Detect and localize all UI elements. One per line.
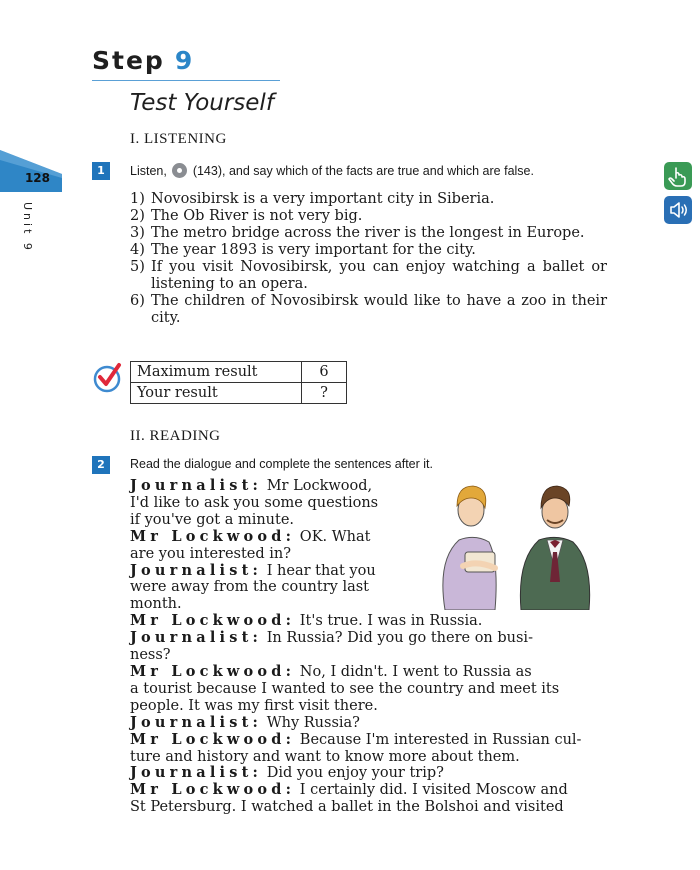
section-listening-heading: I. LISTENING bbox=[130, 131, 227, 147]
page-title: Test Yourself bbox=[130, 90, 274, 116]
dialogue-line: Journalist: I hear that you bbox=[130, 561, 376, 579]
dialogue-line: Mr Lockwood: OK. What bbox=[130, 527, 371, 545]
dialogue-line: Mr Lockwood: No, I didn't. I went to Russia as bbox=[130, 662, 532, 680]
dialogue-line: ture and history and want to know more about them. bbox=[130, 748, 520, 765]
your-result-label: Your result bbox=[131, 383, 302, 404]
list-item: 1) Novosibirsk is a very important city in Siberia. bbox=[130, 191, 495, 207]
dialogue-line: Journalist: In Russia? Did you go there on busi- bbox=[130, 629, 533, 647]
dialogue-line: ness? bbox=[130, 647, 171, 664]
list-item: 6) The children of Novosibirsk would like to have a zoo in their city. bbox=[130, 293, 607, 326]
list-item: 4) The year 1893 is very important for the city. bbox=[130, 242, 476, 258]
dialogue-line: if you've got a minute. bbox=[130, 511, 295, 528]
cd-icon[interactable] bbox=[172, 163, 187, 178]
checkmark-icon bbox=[92, 360, 126, 394]
listening-facts-list bbox=[130, 191, 607, 327]
dialogue-line: Journalist: Did you enjoy your trip? bbox=[130, 764, 444, 782]
dialogue-line: Journalist: Why Russia? bbox=[130, 713, 360, 731]
dialogue-line: Mr Lockwood: Because I'm interested in Russian cul- bbox=[130, 730, 582, 748]
dialogue-line: people. It was my first visit there. bbox=[130, 697, 378, 714]
exercise-number-2: 2 bbox=[92, 456, 110, 474]
list-item: 3) The metro bridge across the river is the longest in Europe. bbox=[130, 225, 585, 241]
list-item: 2) The Ob River is not very big. bbox=[130, 208, 363, 224]
hand-pointer-icon bbox=[664, 162, 692, 190]
dialogue-line: Mr Lockwood: I certainly did. I visited Moscow and bbox=[130, 781, 568, 799]
page-number: 128 bbox=[24, 171, 50, 185]
max-result-label: Maximum result bbox=[131, 362, 302, 383]
dialogue-line: St Petersburg. I watched a ballet in the Bolshoi and visited bbox=[130, 799, 564, 816]
exercise-number-1: 1 bbox=[92, 162, 110, 180]
dialogue-line: were away from the country last bbox=[130, 579, 369, 596]
your-result-value[interactable]: ? bbox=[302, 383, 347, 404]
step-heading bbox=[92, 46, 194, 75]
step-label: Step bbox=[92, 46, 165, 75]
table-row bbox=[131, 383, 347, 404]
speaker-icon bbox=[664, 196, 692, 224]
dialogue-line: month. bbox=[130, 596, 182, 613]
max-result-value: 6 bbox=[302, 362, 347, 383]
table-row bbox=[131, 362, 347, 383]
sound-button[interactable] bbox=[664, 196, 692, 224]
exercise-1-instruction: Listen, (143), and say which of the facts are true and which are false. bbox=[130, 164, 534, 178]
step-number: 9 bbox=[174, 46, 195, 75]
dialogue-line: are you interested in? bbox=[130, 545, 292, 562]
dialogue-line: Mr Lockwood: It's true. I was in Russia. bbox=[130, 612, 483, 630]
dialogue-text bbox=[130, 478, 607, 816]
dialogue-line: Journalist: Mr Lockwood, bbox=[130, 477, 373, 494]
step-underline bbox=[92, 80, 280, 81]
touch-button[interactable] bbox=[664, 162, 692, 190]
results-table bbox=[130, 361, 347, 404]
dialogue-line: I'd like to ask you some questions bbox=[130, 494, 379, 511]
dialogue-line: a tourist because I wanted to see the country and meet its bbox=[130, 680, 560, 697]
list-item: 5) If you visit Novosibirsk, you can enjoy watching a ballet or listening to an opera. bbox=[130, 259, 607, 292]
unit-label: Unit 9 bbox=[21, 202, 34, 253]
section-reading-heading: II. READING bbox=[130, 428, 221, 444]
exercise-2-instruction: Read the dialogue and complete the sentences after it. bbox=[130, 457, 433, 471]
